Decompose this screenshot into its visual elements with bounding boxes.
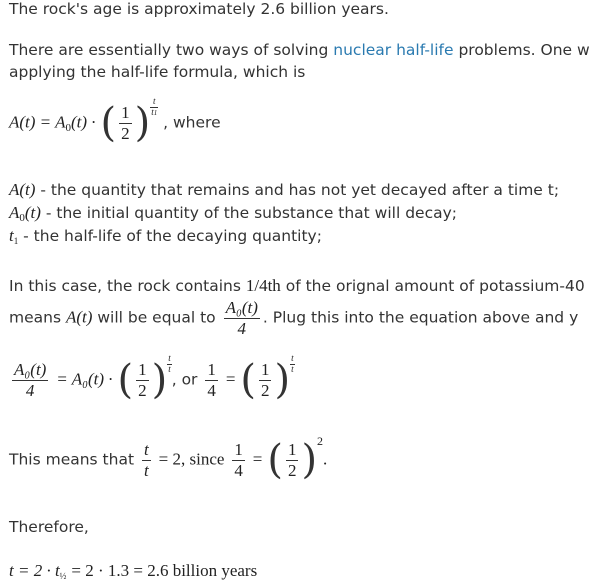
paragraph-2-line-2 [9,298,578,338]
p1-text-a: There are essentially two ways of solving [9,41,334,59]
eq2-right-paren-2: ) [274,357,291,404]
p2-text-e: . Plug this into the equation above and y [262,308,579,327]
fraction-den: 2 [121,123,130,143]
means-equals: = [252,449,263,469]
p2-text-b: of the orignal amount of potassium-40 [280,277,585,295]
p2-fraction [224,298,260,338]
means-half-num: 1 [287,440,297,459]
eq2-q-den: 4 [207,380,216,400]
final-b: = 2 · 1.3 = 2.6 billion years [71,561,258,580]
formula-lhs: A(t) = A [9,112,66,132]
eq2-half-2 [259,360,272,400]
means-q-den: 4 [234,460,243,480]
p2-math: 1/4th [245,276,281,295]
eq2-num: A₀(t) [14,360,47,379]
eq2-q-num: 1 [207,360,216,379]
exp-den-t: t [151,106,154,117]
p2-frac-den: 4 [237,318,246,338]
eq2-eq: = A₀(t) · [56,369,113,389]
exp-num: t [150,97,158,108]
means-dot: . [323,449,328,469]
means-eq: = 2, since [158,449,225,469]
p1-text-b: problems. One w [453,41,590,59]
formula-exponent [150,97,158,118]
p2-text-c: means [9,308,66,327]
eq2-left-paren: ( [117,357,134,404]
p2-frac-num: A₀(t) [225,298,258,317]
def-a0-symbol: A [9,203,20,222]
eq2-half-num: 1 [138,360,147,379]
means-frac-den: t [143,460,149,480]
eq2-equals: = [225,369,236,389]
eq2-quarter [205,360,218,400]
p2-text-d: will be equal to [92,308,221,327]
def-a-t-text: - the quantity that remains and has not yet decayed after a time t; [35,181,560,199]
p2-text-a: In this case, the rock contains [9,277,246,295]
def-a-t [9,180,559,200]
def-a0-symbol-2: (t) [24,203,41,222]
means-half [286,440,299,480]
equation-2 [9,353,295,404]
means-left-paren: ( [267,437,283,484]
def-t-half [9,226,322,246]
means-exp: 2 [317,434,324,448]
formula-fraction [119,103,132,143]
final-a: t = 2 · t [9,561,60,580]
right-paren: ) [134,100,151,147]
exp-den-half: 1 [153,108,158,117]
formula-mid: (t) · [70,112,96,132]
exp-fraction [150,97,158,118]
paragraph-1-line-2: applying the half-life formula, which is [9,63,306,81]
half-life-formula [9,96,221,147]
eq2-exponent: $\frac{t}{t}$ [168,353,171,374]
def-a0-text: - the initial quantity of the substance that will decay; [40,204,457,222]
eq2-right-paren: ) [151,357,168,404]
eq2-half-den: 2 [138,380,147,400]
def-t-symbol: t [9,226,14,245]
means-half-den: 2 [287,460,297,480]
eq2-fraction [12,360,48,400]
eq2-exponent-2: $\frac{t}{t}$ [291,353,294,374]
final-sub: ½ [59,571,67,581]
means-frac-num: t [143,440,149,459]
means-fraction [142,440,151,480]
def-a0-t [9,203,457,223]
eq2-half2-num: 1 [260,360,270,379]
paragraph-1 [9,41,590,59]
eq2-or: , or [171,370,198,389]
formula-where: , where [163,113,221,132]
eq2-half [136,360,149,400]
exp-den [150,108,158,118]
fraction-num: 1 [121,103,130,122]
means-q-num: 1 [234,440,243,459]
half-life-link[interactable]: nuclear half-life [333,41,454,59]
means-right-paren: ) [301,437,318,484]
final-result [9,561,257,581]
p2-math-2: A(t) [65,307,93,327]
eq2-left-paren-2: ( [240,357,256,404]
formula-sub0: 0 [65,121,71,134]
def-t-text: - the half-life of the decaying quantity; [18,227,322,245]
eq2-den: 4 [25,380,35,400]
def-a0-sub: 0 [19,212,25,224]
def-t-sub: 1 [13,236,19,246]
therefore-text: Therefore, [9,518,89,536]
means-quarter [232,440,245,480]
def-a-t-symbol: A(t) [9,180,36,199]
means-text: This means that [9,450,139,469]
left-paren: ( [100,100,117,147]
paragraph-2 [9,276,585,296]
intro-text: The rock's age is approximately 2.6 billion years. [9,0,389,18]
this-means [9,434,328,484]
eq2-half2-den: 2 [260,380,270,400]
